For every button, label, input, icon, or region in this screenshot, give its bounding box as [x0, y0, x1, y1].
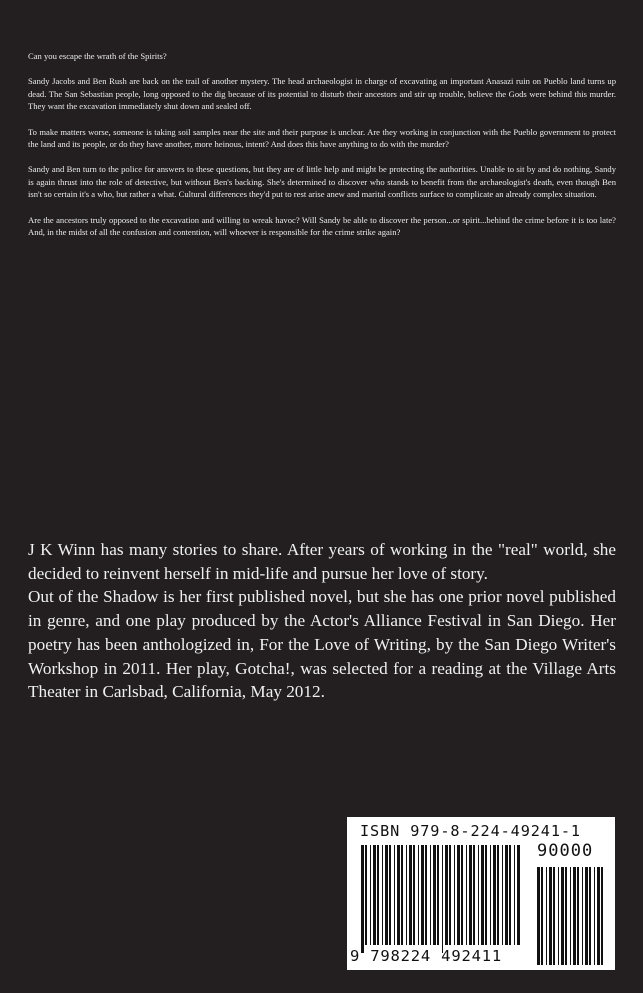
- blurb-paragraph-3: Sandy and Ben turn to the police for answers to these questions, but they are of little help and might be protecting the authorities. Unable to sit by and do nothing, Sandy is again thrust into the role of detective, but without Ben's backing. She's determined to discover who stands to benefit from the archaeologist's death, even though Ben isn't so certain it's a who, but rather a what. Cultural differences they'd put to rest arise anew and marital conflicts surface to complicate an already complex situation.: [28, 164, 616, 200]
- barcode-bar: [570, 867, 571, 965]
- barcode-bar: [597, 867, 600, 965]
- barcode-bar: [394, 845, 395, 945]
- barcode-bar: [585, 867, 588, 965]
- barcode-bar: [401, 845, 403, 945]
- barcode-bar: [425, 845, 427, 945]
- barcode-bar: [377, 845, 379, 945]
- barcode-bar: [389, 845, 391, 945]
- barcode-bar: [469, 845, 472, 945]
- barcode-bar: [365, 845, 367, 945]
- barcode-bar: [517, 845, 520, 945]
- barcode-bar: [485, 845, 487, 945]
- barcode-bar: [418, 845, 419, 945]
- barcode-bar: [454, 845, 455, 945]
- barcode-bar: [382, 845, 383, 945]
- barcode-bar: [361, 845, 364, 953]
- barcode-bar: [490, 845, 491, 945]
- author-bio-paragraph-2: Out of the Shadow is her first published novel, but she has one prior novel published in genre, and one play produced by the Actor's Alliance Festival in San Diego. Her poetry has been anthologized in, For the Love of Writing, by the San Diego Writer's Workshop in 2011. Her play, Gotcha!, was selected for a reading at the Village Arts Theater in Carlsbad, California, May 2012.: [28, 587, 616, 702]
- barcode-bar: [601, 867, 603, 965]
- barcode-bar: [413, 845, 415, 945]
- barcode-bar: [409, 845, 412, 945]
- blurb-paragraph-2: To make matters worse, someone is taking soil samples near the site and their purpose is unclear. Are they working in conjunction with the Pueblo government to protect the land and its people, or do they have another, more heinous, intent? And does this have anything to do with the murder?: [28, 126, 616, 150]
- barcode-bar: [589, 867, 591, 965]
- author-bio: [28, 538, 616, 704]
- barcode-bar: [430, 845, 431, 945]
- barcode-bar: [514, 845, 515, 945]
- barcode-bar: [466, 845, 467, 945]
- barcode-bar: [406, 845, 407, 945]
- barcode-bar: [481, 845, 484, 945]
- barcode-bar: [561, 867, 564, 965]
- barcode-bar: [553, 867, 555, 965]
- barcode-bar: [505, 845, 508, 945]
- barcode-bar: [370, 845, 371, 945]
- barcode-bar: [493, 845, 496, 945]
- barcode-bar: [385, 845, 388, 945]
- barcode-bar: [478, 845, 479, 945]
- barcode-bar: [502, 845, 503, 945]
- barcode-bar: [373, 845, 376, 945]
- barcode-bar: [397, 845, 400, 945]
- blurb-paragraph-1: Sandy Jacobs and Ben Rush are back on the trail of another mystery. The head archaeologist in charge of excavating an important Anasazi ruin on Pueblo land turns up dead. The San Sebastian people, long opposed to the dig because of its potential to disturb their ancestors and stir up trouble, believe the Gods were behind this murder. They want the excavation immediately shut down and sealed off.: [28, 76, 616, 112]
- barcode-bar: [577, 867, 579, 965]
- barcode-bar: [421, 845, 424, 945]
- barcode-bar: [582, 867, 583, 965]
- blurb-tagline: Can you escape the wrath of the Spirits?: [28, 51, 167, 61]
- barcode-bar: [461, 845, 463, 945]
- blurb-paragraph-4: Are the ancestors truly opposed to the excavation and willing to wreak havoc? Will Sandy be able to discover the person...or spirit...behind the crime before it is too late? And, in the midst of all the confusion and contention, will whoever is responsible for the crime strike again?: [28, 214, 616, 238]
- barcode-bar: [433, 845, 436, 945]
- price-code: 90000: [537, 841, 594, 861]
- barcode-bar: [573, 867, 576, 965]
- author-bio-paragraph-1: J K Winn has many stories to share. After years of working in the "real" world, she decided to reinvent herself in mid-life and pursue her love of story.: [28, 540, 616, 583]
- back-cover-blurb: [28, 50, 616, 251]
- barcode-bar: [558, 867, 559, 965]
- isbn-label: ISBN 979-8-224-49241-1: [360, 822, 581, 840]
- barcode-bar: [445, 845, 448, 945]
- barcode-bar: [473, 845, 475, 945]
- barcode-bar: [594, 867, 595, 965]
- barcode-bar: [497, 845, 499, 945]
- barcode-bar: [449, 845, 451, 945]
- barcode-bar: [437, 845, 439, 945]
- barcode-bar: [457, 845, 460, 945]
- ean-digits: 9 798224 492411: [350, 947, 502, 965]
- barcode-bar: [565, 867, 567, 965]
- barcode-bar: [509, 845, 511, 945]
- isbn-barcode: [347, 817, 615, 970]
- barcode-bar: [442, 845, 443, 953]
